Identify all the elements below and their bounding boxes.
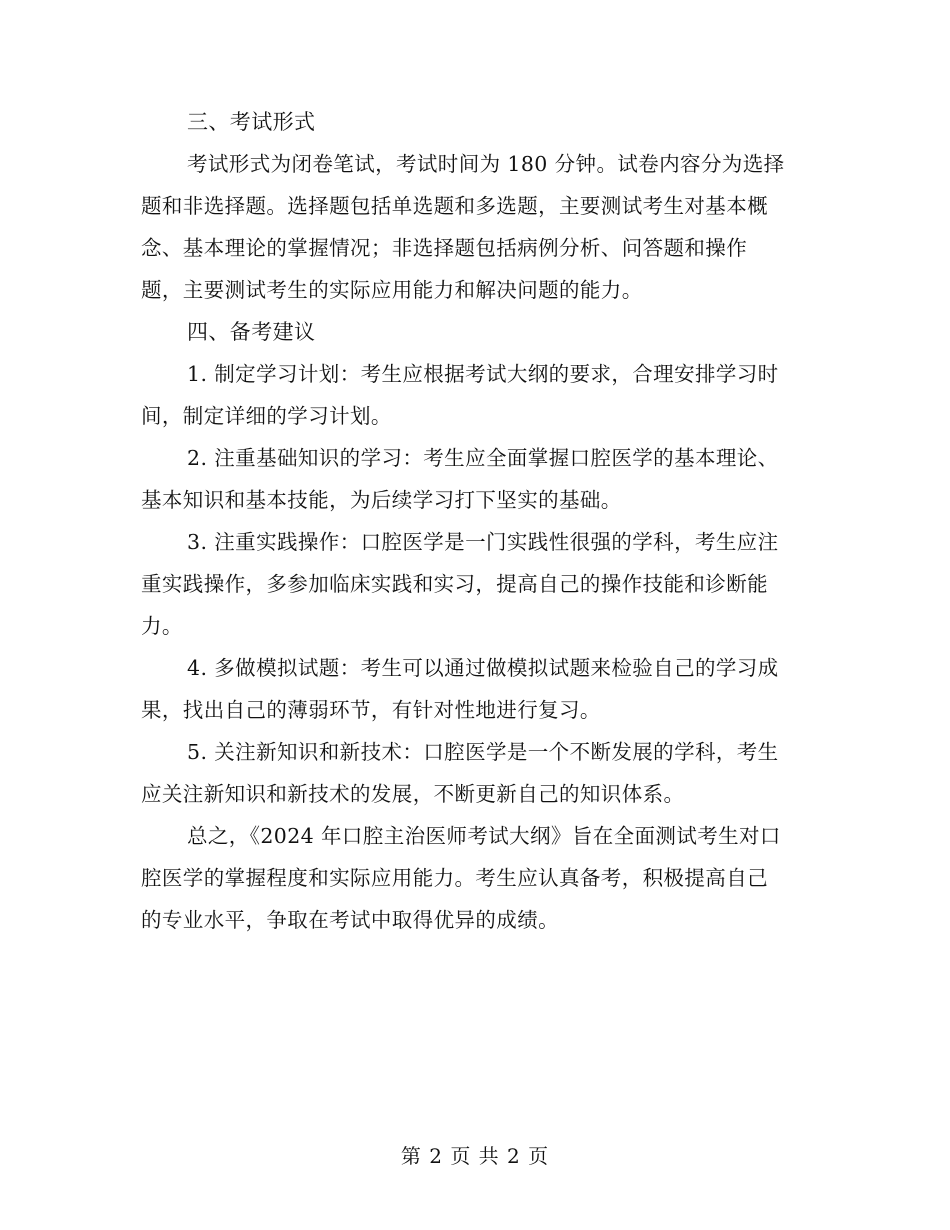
list-item-line: 力。 [141,614,183,638]
paragraph-line: 考试形式为闭卷笔试，考试时间为 180 分钟。试卷内容分为选择 [187,152,785,176]
list-item-line: 基本知识和基本技能，为后续学习打下坚实的基础。 [141,488,622,512]
list-item-line: 2. 注重基础知识的学习：考生应全面掌握口腔医学的基本理论、 [187,446,779,470]
list-item-line: 重实践操作，多参加临床实践和实习，提高自己的操作技能和诊断能 [141,572,768,596]
paragraph-line: 题，主要测试考生的实际应用能力和解决问题的能力。 [141,278,643,302]
section-heading-preparation-advice: 四、备考建议 [187,320,316,344]
document-body [141,101,809,941]
paragraph-line: 念、基本理论的掌握情况；非选择题包括病例分析、问答题和操作 [141,236,748,260]
list-item-line: 果，找出自己的薄弱环节，有针对性地进行复习。 [141,698,601,722]
list-item-line: 3. 注重实践操作：口腔医学是一门实践性很强的学科，考生应注 [187,530,779,554]
page-number-footer: 第 2 页 共 2 页 [400,1144,550,1168]
list-item-line: 1. 制定学习计划：考生应根据考试大纲的要求，合理安排学习时 [187,362,779,386]
list-item-line: 4. 多做模拟试题：考生可以通过做模拟试题来检验自己的学习成 [187,656,779,680]
list-item-line: 应关注新知识和新技术的发展，不断更新自己的知识体系。 [141,782,685,806]
list-item-line: 间，制定详细的学习计划。 [141,404,392,428]
conclusion-line: 总之，《2024 年口腔主治医师考试大纲》旨在全面测试考生对口 [187,824,781,848]
conclusion-line: 腔医学的掌握程度和实际应用能力。考生应认真备考，积极提高自己 [141,866,768,890]
list-item-line: 5. 关注新知识和新技术：口腔医学是一个不断发展的学科，考生 [187,740,779,764]
paragraph-line: 题和非选择题。选择题包括单选题和多选题，主要测试考生对基本概 [141,194,768,218]
section-heading-exam-format: 三、考试形式 [187,110,316,134]
conclusion-line: 的专业水平，争取在考试中取得优异的成绩。 [141,908,559,932]
